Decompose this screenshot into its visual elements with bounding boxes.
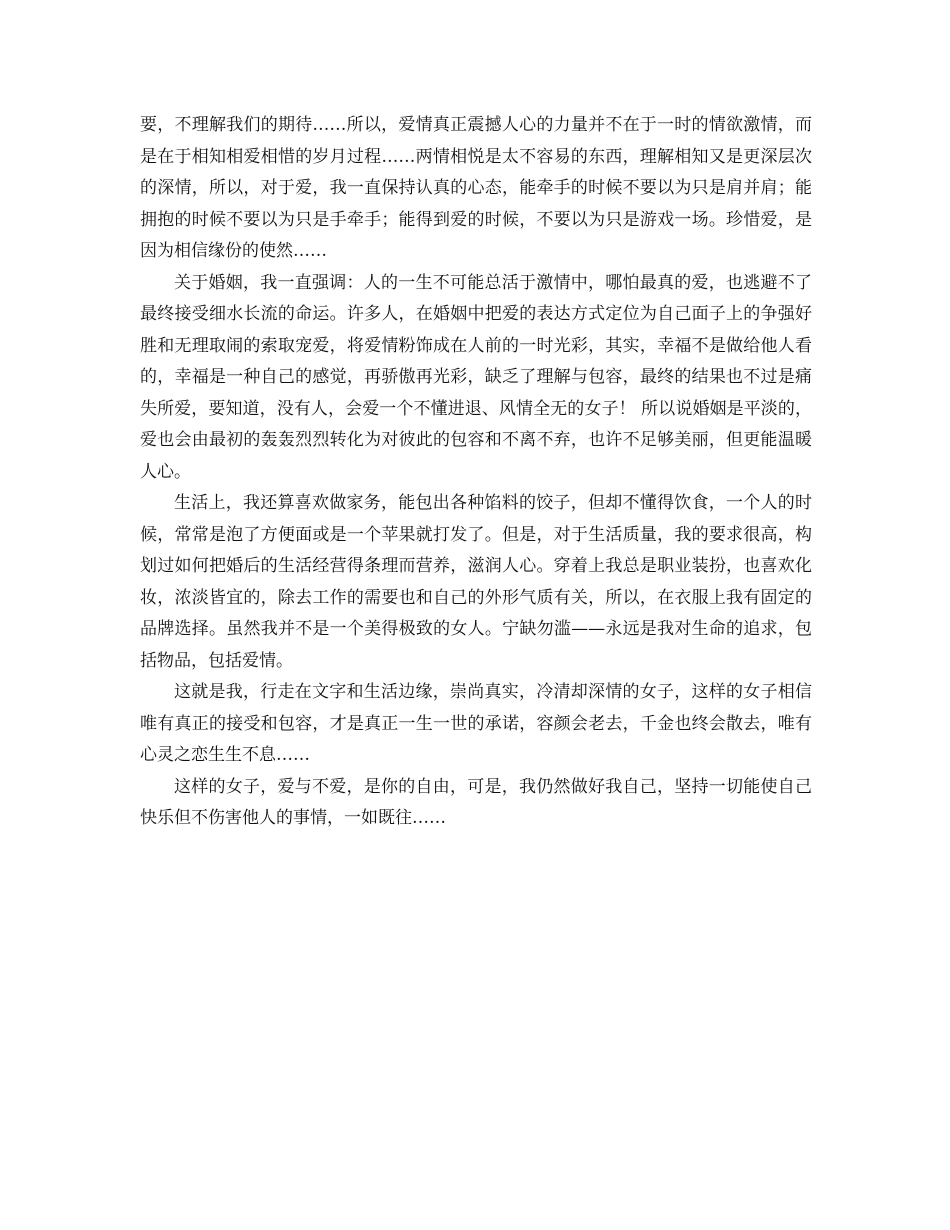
paragraph-3: 生活上，我还算喜欢做家务，能包出各种馅料的饺子，但却不懂得饮食，一个人的时候，常常是泡了方便面或是一个苹果就打发了。但是，对于生活质量，我的要求很高，构划过如何把婚后的生活经营得条理而营养，滋润人心。穿着上我总是职业装扮，也喜欢化妆，浓淡皆宜的，除去工作的需要也和自己的外形气质有关，所以，在衣服上我有固定的品牌选择。虽然我并不是一个美得极致的女人。宁缺勿滥——永远是我对生命的追求，包括物品，包括爱情。: [140, 493, 812, 671]
paragraph-4: 这就是我，行走在文字和生活边缘，崇尚真实，冷清却深情的女子，这样的女子相信唯有真正的接受和包容，才是真正一生一世的承诺，容颜会老去，千金也终会散去，唯有心灵之恋生生不息……: [140, 682, 812, 765]
document-page: [140, 110, 812, 835]
paragraph-1: 要，不理解我们的期待……所以，爱情真正震撼人心的力量并不在于一时的情欲激情，而是在于相知相爱相惜的岁月过程……两情相悦是太不容易的东西，理解相知又是更深层次的深情，所以，对于爱，我一直保持认真的心态，能牵手的时候不要以为只是肩并肩；能拥抱的时候不要以为只是手牵手；能得到爱的时候，不要以为只是游戏一场。珍惜爱，是因为相信缘份的使然……: [140, 115, 812, 261]
paragraph-2: 关于婚姻，我一直强调：人的一生不可能总活于激情中，哪怕最真的爱，也逃避不了最终接受细水长流的命运。许多人，在婚姻中把爱的表达方式定位为自己面子上的争强好胜和无理取闹的索取宠爱，将爱情粉饰成在人前的一时光彩，其实，幸福不是做给他人看的，幸福是一种自己的感觉，再骄傲再光彩，缺乏了理解与包容，最终的结果也不过是痛失所爱，要知道，没有人，会爱一个不懂进退、风情全无的女子！ 所以说婚姻是平淡的，爱也会由最初的轰轰烈烈转化为对彼此的包容和不离不弃，也许不足够美丽，但更能温暖人心。: [140, 272, 812, 482]
paragraph-5: 这样的女子，爱与不爱，是你的自由，可是，我仍然做好我自己，坚持一切能使自己快乐但不伤害他人的事情，一如既往……: [140, 776, 812, 828]
